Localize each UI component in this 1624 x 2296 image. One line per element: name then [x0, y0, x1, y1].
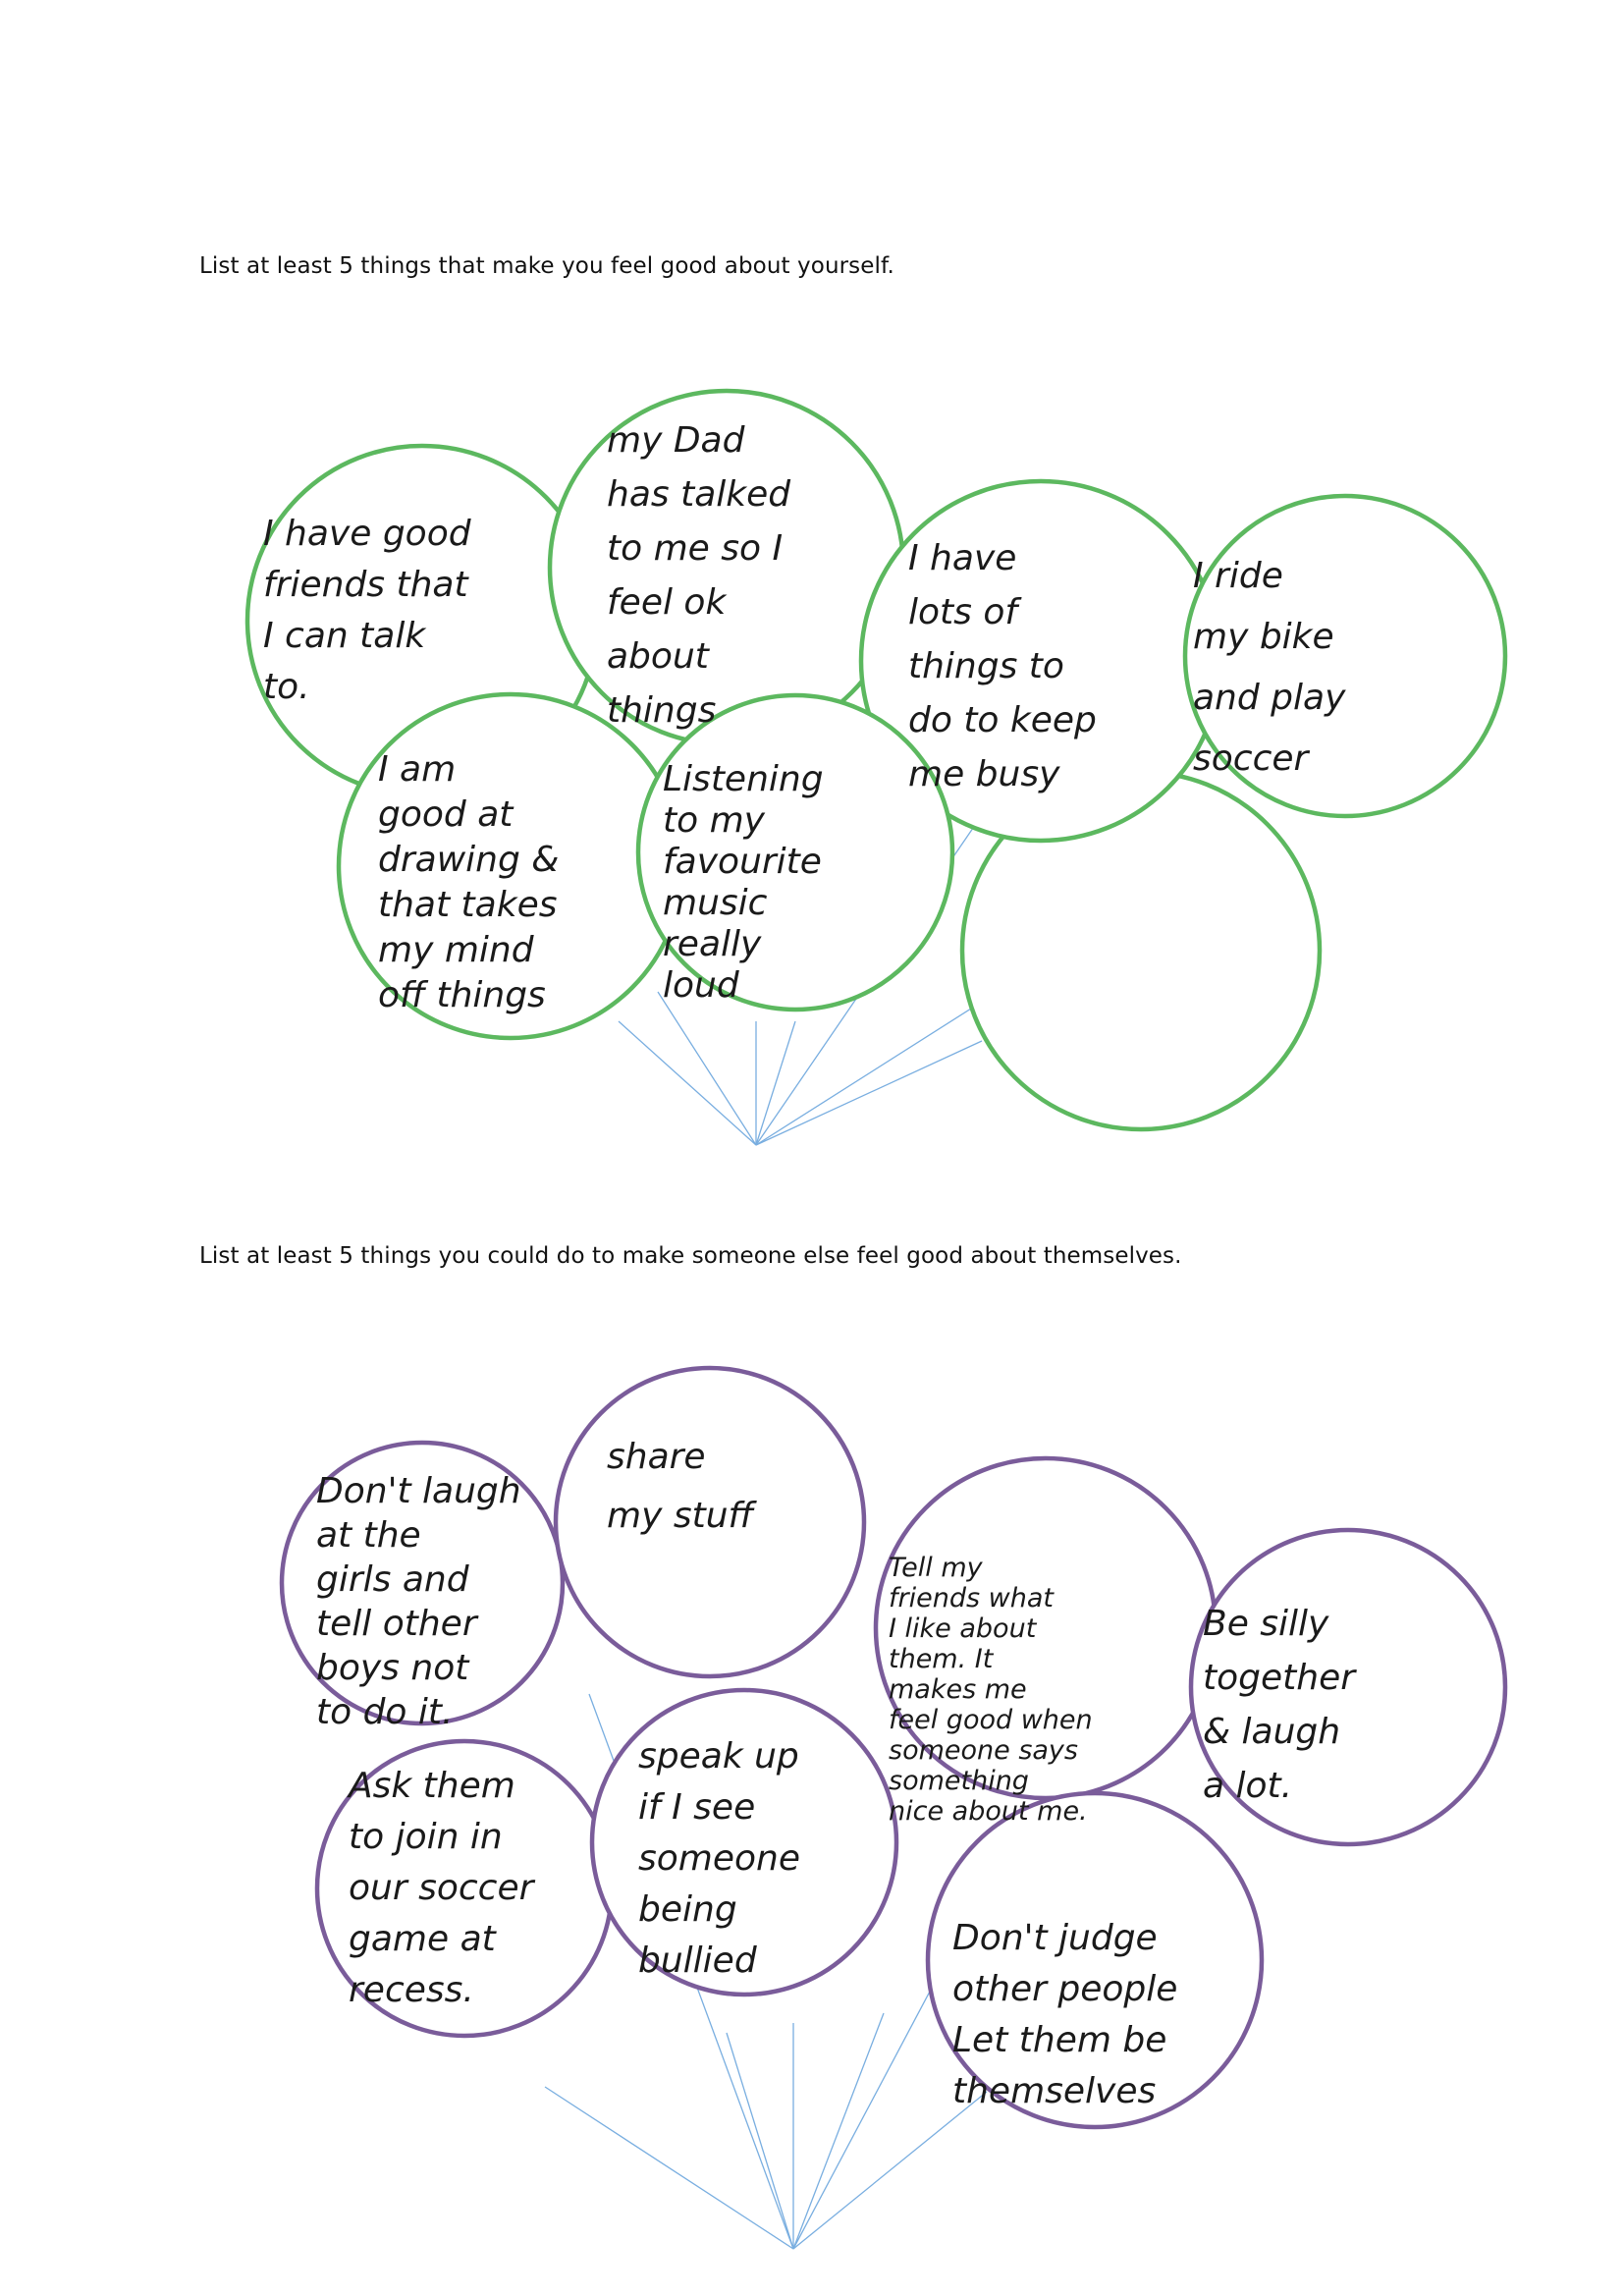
balloon-line: makes me: [889, 1674, 1027, 1705]
balloon-line: speak up: [638, 1736, 799, 1777]
balloon-line: has talked: [607, 474, 791, 515]
balloon-line: Don't laugh: [316, 1471, 521, 1511]
balloon-line: to.: [263, 667, 310, 707]
balloon-line: a lot.: [1203, 1766, 1293, 1806]
balloon-line: nice about me.: [889, 1796, 1088, 1827]
balloon-line: boys not: [316, 1648, 469, 1688]
prompt-feel-good-yourself: List at least 5 things that make you feel good about yourself.: [199, 253, 894, 279]
balloon-line: to me so I: [607, 528, 784, 569]
balloon-line: feel good when: [889, 1705, 1093, 1735]
balloon-line: game at: [349, 1919, 496, 1959]
balloon-line: friends what: [889, 1583, 1054, 1613]
balloon-line: Ask them: [349, 1766, 515, 1806]
balloon-line: my stuff: [607, 1496, 754, 1536]
string: [619, 1021, 756, 1145]
balloon-line: off things: [378, 975, 546, 1015]
balloon-line: feel ok: [607, 582, 727, 623]
balloon-line: Be silly: [1203, 1604, 1329, 1644]
balloon-line: if I see: [638, 1787, 756, 1828]
balloon-line: to join in: [349, 1817, 503, 1857]
balloon-line: I can talk: [263, 616, 426, 656]
balloon-line: together: [1203, 1658, 1356, 1698]
balloon-line: tell other: [316, 1604, 477, 1644]
balloon-line: I ride: [1193, 556, 1283, 596]
balloon-line: to my: [663, 800, 765, 841]
balloon-line: Tell my: [889, 1553, 983, 1583]
string: [545, 2087, 793, 2249]
balloon-line: share: [607, 1437, 706, 1477]
string: [793, 2013, 884, 2249]
prompt-feel-good-others: List at least 5 things you could do to make someone else feel good about themselves.: [199, 1243, 1182, 1269]
balloon-line: recess.: [349, 1970, 474, 2010]
balloon-line: I have: [908, 538, 1017, 578]
balloon-line: bullied: [638, 1941, 757, 1981]
balloon-line: drawing &: [378, 840, 560, 880]
string: [756, 1021, 795, 1145]
balloon-line: at the: [316, 1515, 421, 1556]
string: [793, 2092, 987, 2249]
balloon-line: & laugh: [1203, 1712, 1341, 1752]
balloon-line: about: [607, 636, 709, 677]
string: [658, 992, 756, 1145]
balloon-line: I have good: [263, 514, 471, 554]
balloon-line: to do it.: [316, 1692, 454, 1732]
balloon-line: things to: [908, 646, 1064, 686]
balloon-line: friends that: [263, 565, 468, 605]
balloon-line: something: [889, 1766, 1029, 1796]
balloon-line: my Dad: [607, 420, 745, 461]
string: [756, 1041, 982, 1145]
balloon-line: them. It: [889, 1644, 994, 1674]
balloon-line: that takes: [378, 885, 558, 925]
balloon-line: and play: [1193, 678, 1346, 718]
balloon-line: themselves: [952, 2071, 1157, 2111]
balloon-line: me busy: [908, 754, 1060, 794]
balloon-line: things: [607, 690, 717, 731]
balloon-line: our soccer: [349, 1868, 534, 1908]
balloon-line: being: [638, 1889, 737, 1930]
balloon-line: Don't judge: [952, 1918, 1158, 1958]
balloon-line: Listening: [663, 759, 824, 799]
balloon-line: soccer: [1193, 738, 1309, 779]
balloon-line: do to keep: [908, 700, 1097, 740]
balloon-line: music: [663, 883, 768, 923]
balloon-line: my bike: [1193, 617, 1334, 657]
balloon-line: my mind: [378, 930, 534, 970]
balloon-line: really: [663, 924, 762, 964]
balloon-line: Let them be: [952, 2020, 1167, 2060]
balloon-line: favourite: [663, 842, 822, 882]
balloon-line: someone: [638, 1838, 800, 1879]
balloon-line: good at: [378, 794, 514, 835]
balloon-line: girls and: [316, 1559, 469, 1600]
balloon-line: lots of: [908, 592, 1018, 632]
balloon-line: someone says: [889, 1735, 1078, 1766]
balloon-line: I am: [378, 749, 457, 790]
string: [727, 2033, 793, 2249]
balloon-line: I like about: [889, 1613, 1037, 1644]
balloon-line: loud: [663, 965, 739, 1006]
balloon-line: other people: [952, 1969, 1178, 2009]
